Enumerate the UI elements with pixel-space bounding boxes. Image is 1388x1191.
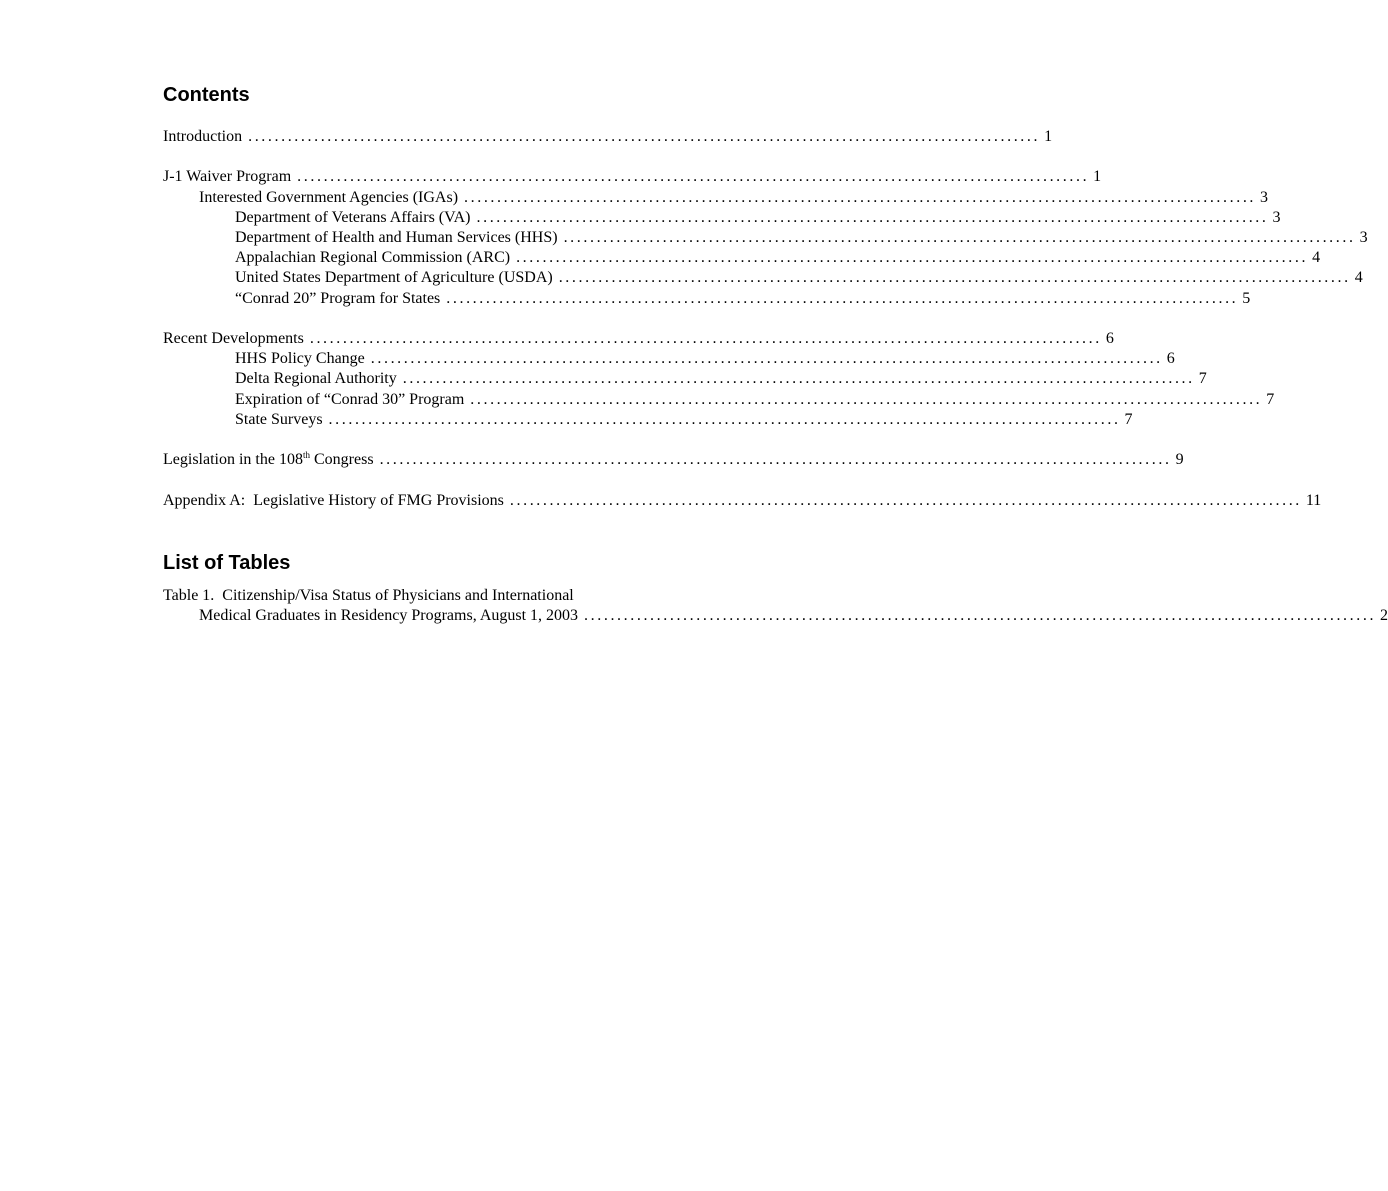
toc-entry-title: Appalachian Regional Commission (ARC): [235, 249, 511, 267]
toc-entry-page: 6: [1166, 350, 1175, 368]
list-of-tables-heading: List of Tables: [163, 551, 291, 574]
toc-entry-title: Appendix A: Legislative History of FMG Provisions: [163, 491, 504, 509]
toc-entry[interactable]: [163, 228, 1368, 248]
dot-leader: ........................................................................................................................: [563, 229, 1356, 246]
toc-entry-page: 1: [1044, 128, 1053, 145]
toc-entry[interactable]: [163, 248, 1321, 268]
dot-leader: ........................................................................................................................: [297, 168, 1090, 186]
toc-entry-title: Department of Veterans Affairs (VA): [235, 208, 471, 226]
dot-leader: ........................................................................................................................: [470, 390, 1263, 408]
toc-entry-title: “Conrad 20” Program for States: [235, 289, 441, 307]
toc-entry[interactable]: [163, 390, 1275, 410]
dot-leader: ........................................................................................................................: [584, 607, 1377, 624]
toc-entry-page: 7: [1266, 390, 1275, 408]
toc-entry-title: Department of Health and Human Services (HHS): [235, 229, 558, 246]
toc-entry[interactable]: [163, 268, 1363, 288]
table-entry-line2: [163, 606, 1388, 626]
dot-leader: ........................................................................................................................: [309, 330, 1102, 347]
toc-entry-page: 3: [1359, 229, 1368, 246]
toc-entry-page: 7: [1198, 370, 1207, 388]
toc-entry-page: 4: [1354, 269, 1363, 287]
toc-entry-title: HHS Policy Change: [235, 350, 365, 368]
document-page: [163, 83, 1388, 626]
toc-entry-title: [163, 450, 374, 470]
contents-heading: Contents: [163, 84, 250, 106]
toc-entry[interactable]: [163, 289, 1251, 309]
dot-leader: ........................................................................................................................: [476, 208, 1269, 226]
toc-entry-page: 3: [1272, 208, 1281, 226]
toc-entry-title: Expiration of “Conrad 30” Program: [235, 390, 465, 408]
dot-leader: ........................................................................................................................: [248, 128, 1041, 145]
dot-leader: ........................................................................................................................: [464, 188, 1257, 206]
toc-entry-page: 5: [1242, 289, 1251, 307]
toc-entry-page: 9: [1175, 451, 1184, 469]
toc-entry-title: Recent Developments: [163, 330, 304, 347]
toc-entry-title: Interested Government Agencies (IGAs): [199, 188, 459, 206]
toc-entry[interactable]: [163, 329, 1114, 349]
dot-leader: ........................................................................................................................: [558, 269, 1351, 287]
dot-leader: ........................................................................................................................: [402, 370, 1195, 388]
toc-entry[interactable]: [163, 450, 1184, 470]
toc-entry-page: 1: [1093, 168, 1102, 186]
dot-leader: ........................................................................................................................: [379, 451, 1172, 469]
toc-entry-title: Delta Regional Authority: [235, 370, 397, 388]
table-entry-title-line2: Medical Graduates in Residency Programs, August 1, 2003: [199, 607, 579, 624]
toc-entry[interactable]: [163, 188, 1269, 208]
toc-entry[interactable]: [163, 167, 1102, 187]
toc-entry-title: United States Department of Agriculture (USDA): [235, 269, 553, 287]
ordinal-suffix: th: [302, 450, 310, 461]
toc-entry-page: 6: [1105, 330, 1114, 347]
dot-leader: ........................................................................................................................: [509, 491, 1302, 509]
toc-entry-page: 3: [1260, 188, 1269, 206]
table-entry-title-line1: Table 1. Citizenship/Visa Status of Physicians and International: [163, 586, 574, 604]
toc-entry[interactable]: [163, 369, 1207, 389]
dot-leader: ........................................................................................................................: [446, 289, 1239, 307]
toc-entry-page: 4: [1312, 249, 1321, 267]
dot-leader: ........................................................................................................................: [328, 410, 1121, 428]
toc-entry[interactable]: [163, 127, 1053, 147]
toc-entry[interactable]: [163, 410, 1133, 430]
table-list-entry[interactable]: [163, 586, 1388, 626]
dot-leader: ........................................................................................................................: [370, 350, 1163, 368]
toc-entry-title-prefix: Legislation in the 108: [163, 451, 303, 469]
contents-list: [163, 127, 1368, 511]
dot-leader: ........................................................................................................................: [516, 249, 1309, 267]
table-entry-page: 2: [1380, 607, 1388, 624]
toc-entry-title-suffix: Congress: [310, 451, 374, 469]
toc-entry-title: J-1 Waiver Program: [163, 168, 292, 186]
toc-entry-title: Introduction: [163, 128, 243, 145]
toc-entry[interactable]: [163, 208, 1281, 228]
toc-entry-page: 7: [1124, 410, 1133, 428]
toc-entry-title: State Surveys: [235, 410, 323, 428]
toc-entry[interactable]: [163, 491, 1322, 511]
toc-entry[interactable]: [163, 349, 1175, 369]
toc-entry-page: 11: [1305, 491, 1322, 509]
